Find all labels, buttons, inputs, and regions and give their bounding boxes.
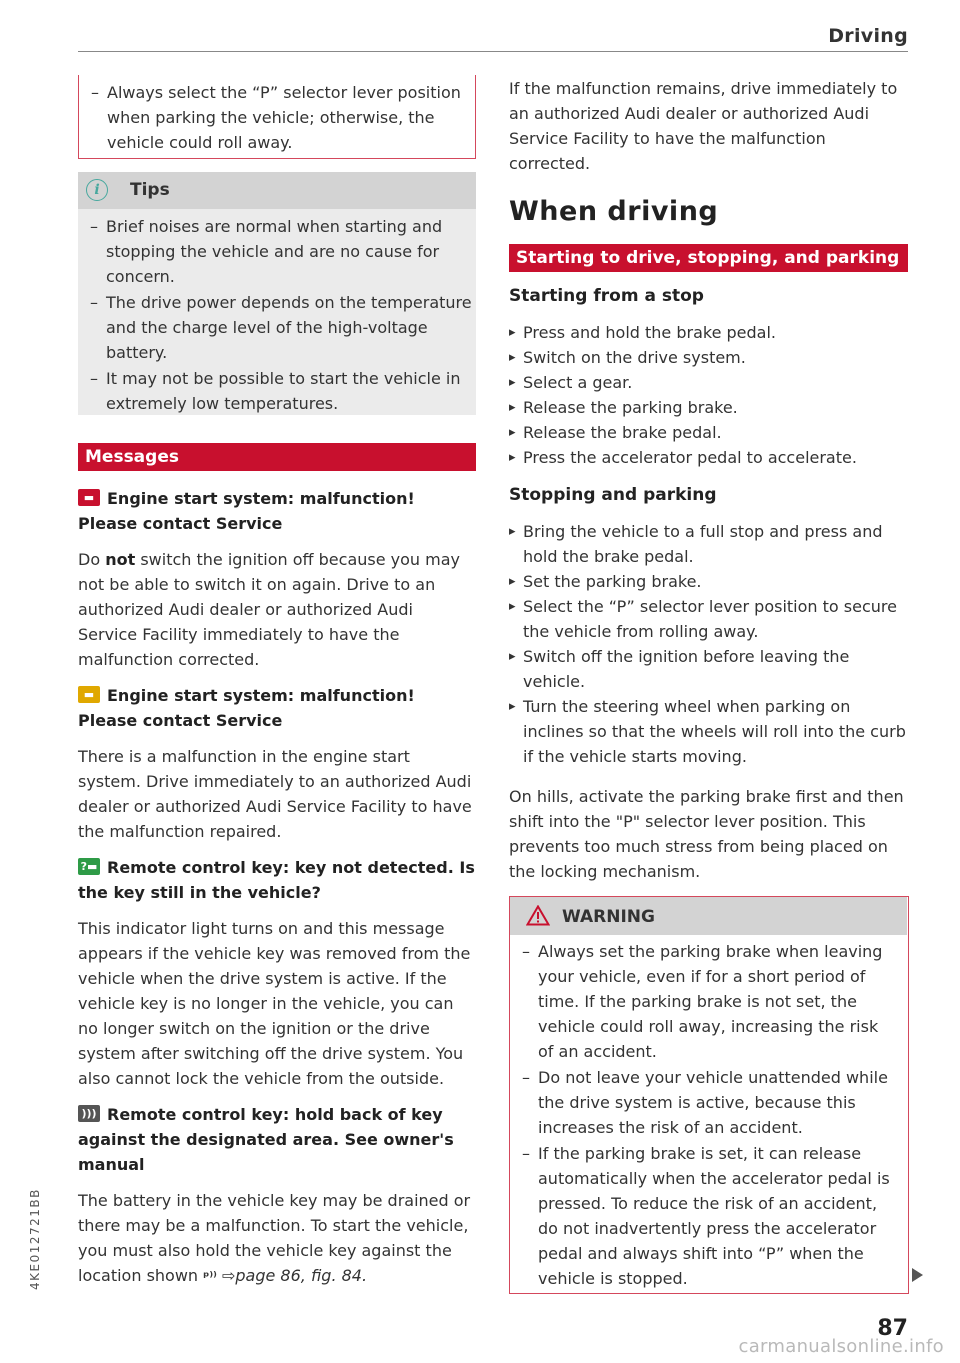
message-engine-start-red — [78, 486, 476, 672]
tips-body — [78, 209, 476, 415]
message-hold-key — [78, 1102, 476, 1290]
message-title — [78, 683, 476, 733]
starting-steps — [509, 320, 909, 470]
body-text: The battery in the vehicle key may be drained or there may be a malfunction. To start the vehicle, you must also hold the vehicle key against the location shown — [78, 1191, 471, 1285]
message-title-text: Engine start system: malfunction! Please contact Service — [78, 489, 415, 533]
step-item: ▸ Select a gear. — [509, 370, 909, 395]
step-item: ▸ Select the “P” selector lever position to secure the vehicle from rolling away. — [509, 594, 909, 644]
document-code: 4KE012721BB — [28, 1188, 42, 1290]
message-title — [78, 486, 476, 536]
tips-item: – It may not be possible to start the vehicle in extremely low temperatures. — [78, 366, 476, 416]
warning-item: – Do not leave your vehicle unattended while the drive system is active, because this increases the risk of an accident. — [510, 1065, 895, 1140]
page-number: 87 — [877, 1316, 908, 1341]
continued-arrow-icon — [912, 1268, 923, 1282]
key-signal-icon: ᵖ⁾⁾ — [203, 1270, 217, 1285]
intro-paragraph: If the malfunction remains, drive immediately to an authorized Audi dealer or authorized Audi Service Facility to have the malfunction corrected. — [509, 79, 898, 173]
header-rule — [78, 51, 908, 52]
stopping-steps — [509, 519, 909, 769]
hills-paragraph: On hills, activate the parking brake first and then shift into the "P" selector lever position. This prevents too much stress from being placed on the locking mechanism. — [509, 787, 904, 881]
warning-item: – Always set the parking brake when leaving your vehicle, even if for a short period of time. If the parking brake is not set, the vehicle could roll away, increasing the risk of an accident. — [510, 939, 895, 1064]
warning-triangle-icon — [526, 905, 550, 926]
caution-item: – Always select the “P” selector lever position when parking the vehicle; otherwise, the vehicle could roll away. — [79, 80, 475, 155]
warning-header — [510, 897, 907, 935]
message-title — [78, 855, 476, 905]
starting-heading: Starting from a stop — [509, 286, 704, 306]
engine-start-yellow-indicator-icon: ▬ — [78, 686, 100, 703]
messages-heading: Messages — [78, 443, 476, 471]
info-icon: i — [86, 179, 108, 201]
message-title — [78, 1102, 476, 1177]
warning-title: WARNING — [562, 907, 655, 927]
reference-arrow-icon: ⇨ — [221, 1266, 236, 1285]
step-item: ▸ Press the accelerator pedal to accelerate. — [509, 445, 909, 470]
tips-item: – Brief noises are normal when starting and stopping the vehicle and are no cause for concern. — [78, 214, 476, 289]
message-title-text: Remote control key: hold back of key against the designated area. See owner's manual — [78, 1105, 454, 1174]
message-engine-start-yellow — [78, 683, 476, 844]
message-body: This indicator light turns on and this message appears if the vehicle key was removed from the vehicle when the drive system is active. If the vehicle key is no longer in the vehicle, you can no longer switch on the ignition or the drive system after switching off the drive system. You also cannot lock the vehicle from the outside. — [78, 919, 471, 1088]
stopping-steps-list — [509, 519, 909, 769]
body-text: switch the ignition off because you may not be able to switch it on again. Drive to an authorized Audi dealer or authorized Audi Service Facility immediately to have the malfunction corrected. — [78, 550, 460, 669]
watermark-text: carmanualsonline.info — [738, 1336, 944, 1357]
body-emphasis: not — [105, 550, 136, 569]
running-header: Driving — [828, 25, 908, 47]
warning-content — [510, 939, 895, 1292]
key-signal-indicator-icon: ))) — [78, 1105, 100, 1122]
step-item: ▸ Switch off the ignition before leaving the vehicle. — [509, 644, 909, 694]
message-body — [78, 547, 476, 672]
starting-steps-list — [509, 320, 909, 470]
section-heading: Starting to drive, stopping, and parking — [509, 244, 908, 272]
caution-list — [79, 80, 475, 155]
step-item: ▸ Switch on the drive system. — [509, 345, 909, 370]
engine-start-red-indicator-icon: ▬ — [78, 489, 100, 506]
step-item: ▸ Bring the vehicle to a full stop and press and hold the brake pedal. — [509, 519, 909, 569]
warning-box — [509, 896, 909, 1294]
step-item: ▸ Press and hold the brake pedal. — [509, 320, 909, 345]
key-not-detected-indicator-icon: ?▬ — [78, 858, 100, 875]
tips-header — [78, 172, 476, 209]
step-item: ▸ Turn the steering wheel when parking on inclines so that the wheels will roll into the curb if the vehicle starts moving. — [509, 694, 909, 769]
stopping-heading: Stopping and parking — [509, 485, 717, 505]
message-key-not-detected — [78, 855, 476, 1091]
step-item: ▸ Release the parking brake. — [509, 395, 909, 420]
chapter-heading: When driving — [509, 196, 719, 227]
tips-title: Tips — [130, 180, 170, 200]
step-item: ▸ Set the parking brake. — [509, 569, 909, 594]
tips-list — [78, 214, 476, 416]
message-body: There is a malfunction in the engine start system. Drive immediately to an authorized Audi dealer or authorized Audi Service Facility to have the malfunction repaired. — [78, 747, 472, 841]
tips-item: – The drive power depends on the temperature and the charge level of the high-voltage battery. — [78, 290, 476, 365]
message-title-text: Remote control key: key not detected. Is the key still in the vehicle? — [78, 858, 475, 902]
warning-item: – If the parking brake is set, it can release automatically when the accelerator pedal is pressed. To reduce the risk of an accident, do not inadvertently press the accelerator pedal and always shift into “P” when the vehicle is stopped. — [510, 1141, 895, 1291]
warning-list — [510, 939, 895, 1291]
body-text: Do — [78, 550, 106, 569]
message-title-text: Engine start system: malfunction! Please contact Service — [78, 686, 415, 730]
step-item: ▸ Release the brake pedal. — [509, 420, 909, 445]
caution-box — [78, 75, 476, 159]
message-body — [78, 1188, 476, 1290]
page-reference-link[interactable]: page 86, fig. 84. — [235, 1266, 368, 1285]
